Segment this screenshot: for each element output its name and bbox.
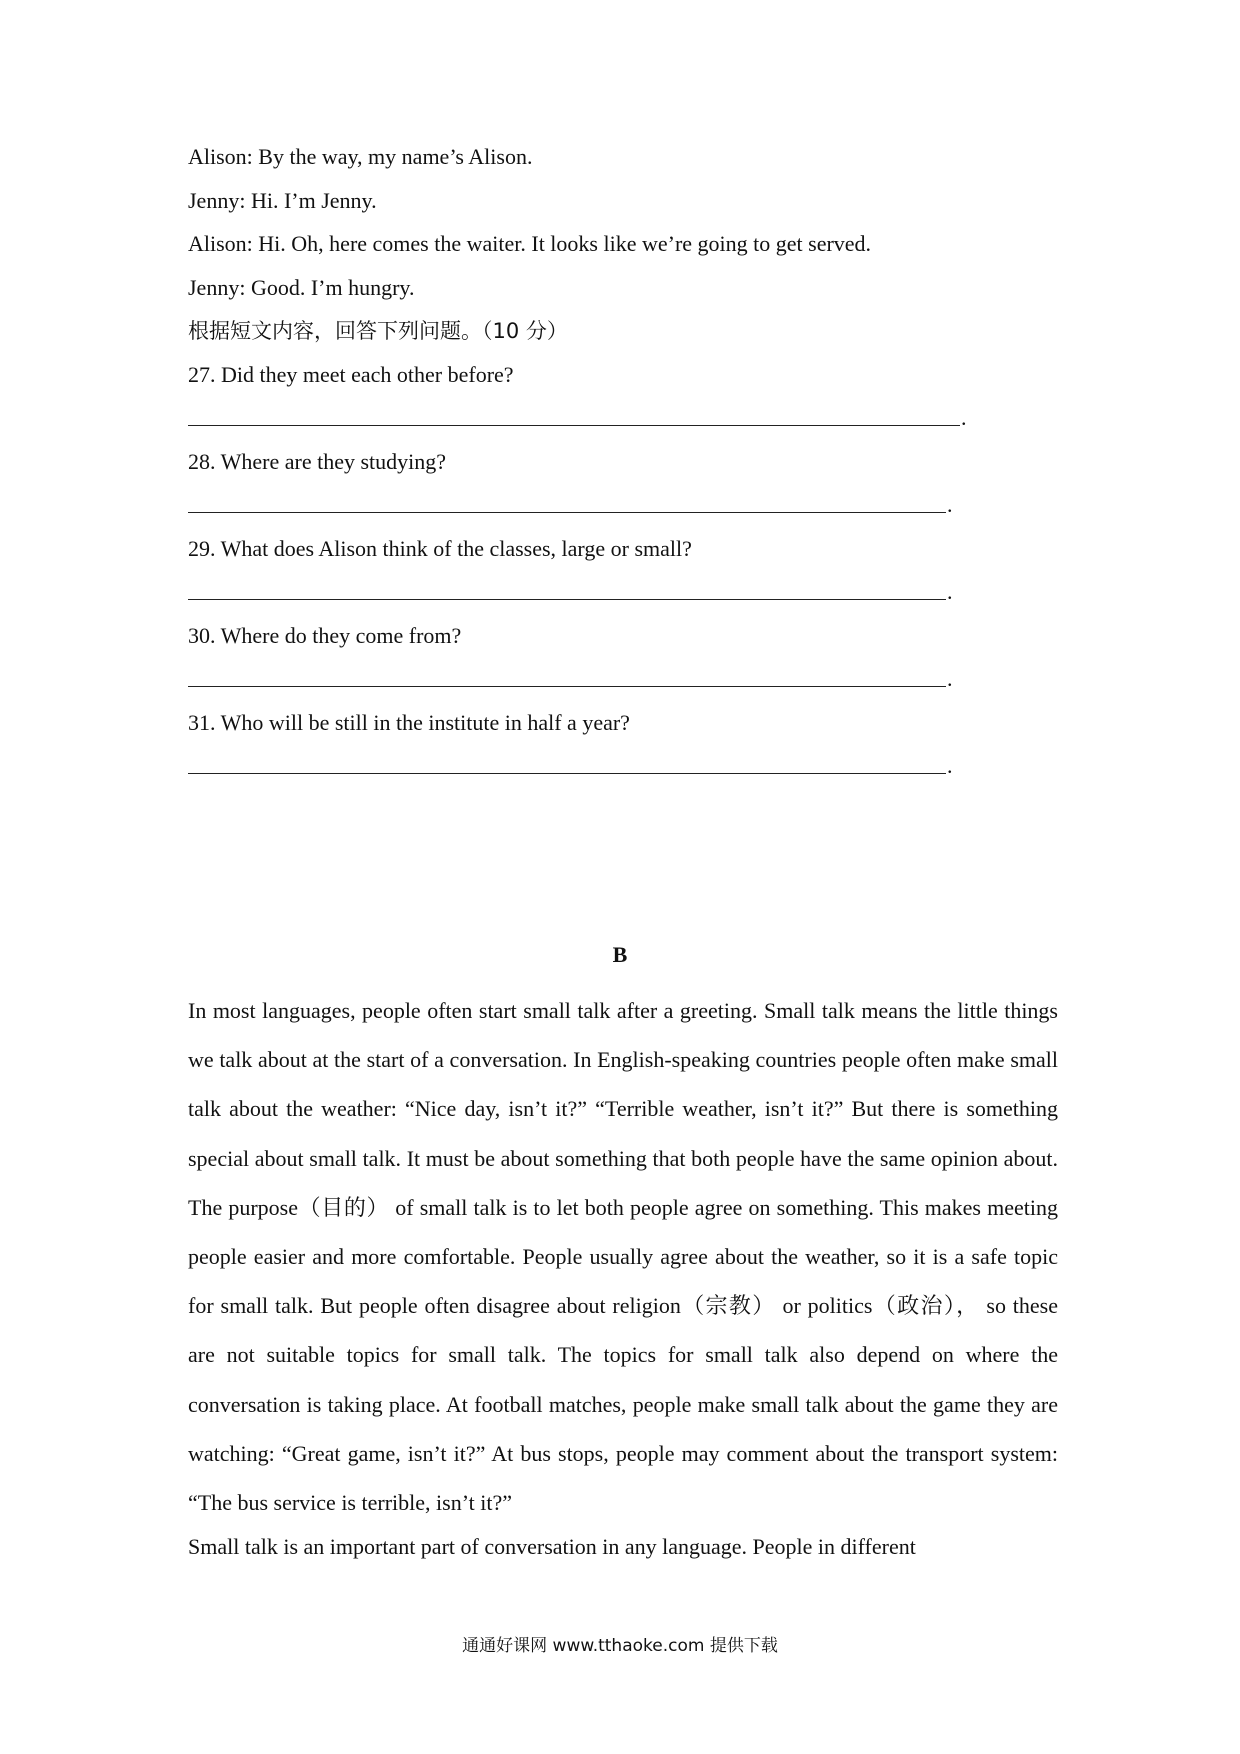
dialogue-line: Jenny: Good. I’m hungry. xyxy=(188,275,415,300)
answer-line-30[interactable] xyxy=(188,664,968,694)
answer-period: . xyxy=(947,579,953,604)
question-29: 29. What does Alison think of the classes, large or small? xyxy=(188,536,692,561)
passage-paragraph: In most languages, people often start small talk after a greeting. Small talk means the little things we talk about at the start of a conversation. In English-speaking countries people often make small talk about the weather: “Nice day, isn’t it?” “Terrible weather, isn’t it?” But there is something special about small talk. It must be about something that both people have the same opinion about. The purpose（目的） of small talk is to let both people agree on something. This makes meeting people easier and more comfortable. People usually agree about the weather, so it is a safe topic for small talk. But people often disagree about religion（宗教） or politics（政治）， so these are not suitable topics for small talk. The topics for small talk also depend on where the conversation is taking place. At football matches, people make small talk about the game they are watching: “Great game, isn’t it?” At bus stops, people may comment about the transport system: “The bus service is terrible, isn’t it?” xyxy=(188,998,1058,1516)
answer-period: . xyxy=(947,492,953,517)
answer-period: . xyxy=(961,405,967,430)
dialogue-line: Jenny: Hi. I’m Jenny. xyxy=(188,188,377,213)
dialogue-line: Alison: By the way, my name’s Alison. xyxy=(188,144,533,169)
question-27: 27. Did they meet each other before? xyxy=(188,362,514,387)
answer-period: . xyxy=(947,666,953,691)
answer-line-28[interactable] xyxy=(188,490,968,520)
answer-line-29[interactable] xyxy=(188,577,968,607)
question-31: 31. Who will be still in the institute in half a year? xyxy=(188,710,630,735)
answer-underline xyxy=(188,599,946,600)
answer-line-27[interactable] xyxy=(188,403,968,433)
question-30: 30. Where do they come from? xyxy=(188,623,462,648)
answer-underline xyxy=(188,512,946,513)
answer-line-31[interactable] xyxy=(188,751,968,781)
section-title: B xyxy=(612,942,628,967)
answer-underline xyxy=(188,425,960,426)
passage-paragraph: Small talk is an important part of conversation in any language. People in different xyxy=(188,1534,916,1560)
dialogue-line: Alison: Hi. Oh, here comes the waiter. It looks like we’re going to get served. xyxy=(188,231,872,256)
question-28: 28. Where are they studying? xyxy=(188,449,447,474)
answer-underline xyxy=(188,686,946,687)
reading-passage xyxy=(188,986,1058,1571)
answer-period: . xyxy=(947,753,953,778)
instruction-text: 根据短文内容，回答下列问题。（10 分） xyxy=(188,319,568,343)
page-footer: 通通好课网 www.tthaoke.com 提供下载 xyxy=(462,1636,778,1656)
answer-underline xyxy=(188,773,946,774)
